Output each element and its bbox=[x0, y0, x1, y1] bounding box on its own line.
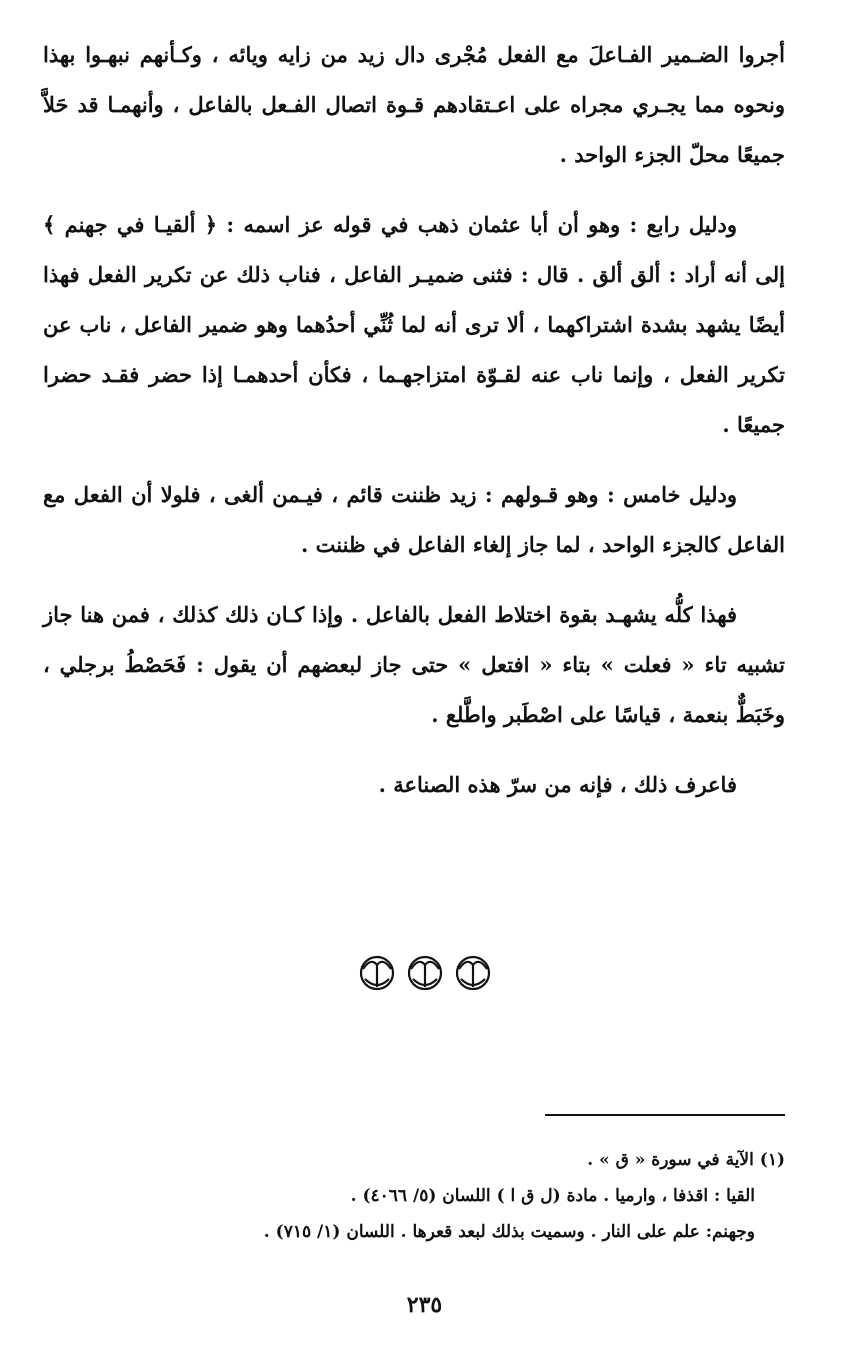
section-ornament bbox=[0, 952, 849, 998]
paragraph-4: فهذا كلُّه يشهـد بقوة اختلاط الفعل بالفاعل . وإذا كـان ذلك كذلك ، فمن هنا جاز تشبيه تاء « فعلت » بتاء « افتعل » حتى جاز لبعضهم أن يقول : فَحَصْطُ برجلي ، وخَبَطٌّ بنعمة ، قياسًا على اصْطَبر واطَّلع . bbox=[43, 602, 785, 727]
paragraph-3: ودليل خامس : وهو قـولهم : زيد ظننت قائم ، فيـمن ألغى ، فلولا أن الفعل مع الفاعل كالجزء الواحد ، لما جاز إلغاء الفاعل في ظننت . bbox=[43, 482, 785, 557]
footnote-1-line-3: وجهنم: علم على النار . وسميت بذلك لبعد قعرها . اللسان (١/ ٧١٥) . bbox=[263, 1222, 755, 1242]
main-text bbox=[43, 30, 785, 830]
page-number: ٢٣٥ bbox=[406, 1292, 443, 1318]
three-floral-ornament-icon bbox=[355, 952, 495, 994]
footnotes bbox=[43, 1142, 785, 1250]
footnote-divider bbox=[545, 1114, 785, 1116]
footnote-1: (١) الآية في سورة « ق » . bbox=[587, 1150, 785, 1170]
paragraph-2: ودليل رابع : وهو أن أبا عثمان ذهب في قوله عز اسمه : ﴿ ألقيـا في جهنم ﴾ إلى أنه أراد : ألق ألق . قال : فثنى ضميـر الفاعل ، فناب ذلك عن تكرير الفعل فهذا أيضًا يشهد بشدة اشتراكهما ، ألا ترى أنه لما ثُنِّي أحدُهما وهو ضمير الفاعل ، ناب عن تكرير الفعل ، وإنما ناب عنه لقـوّة امتزاجهـما ، فكأن أحدهمـا إذا حضر فقـد حضرا جميعًا . bbox=[43, 212, 785, 437]
paragraph-5: فاعرف ذلك ، فإنه من سرّ هذه الصناعة . bbox=[378, 772, 737, 797]
footnote-1-line-2: القيا : اقذفا ، وارميا . مادة (ل ق ا ) اللسان (٥/ ٤٠٦٦) . bbox=[350, 1186, 755, 1206]
paragraph-1: أجروا الضـمير الفـاعلَ مع الفعل مُجْرى دال زيد من زايه ويائه ، وكـأنهم نبهـوا بهذا ونحوه مما يجـري مجراه على اعـتقادهم قـوة اتصال الفـعل بالفاعل ، وأنهمـا قد حَلاَّ جميعًا محلّ الجزء الواحد . bbox=[43, 42, 786, 167]
